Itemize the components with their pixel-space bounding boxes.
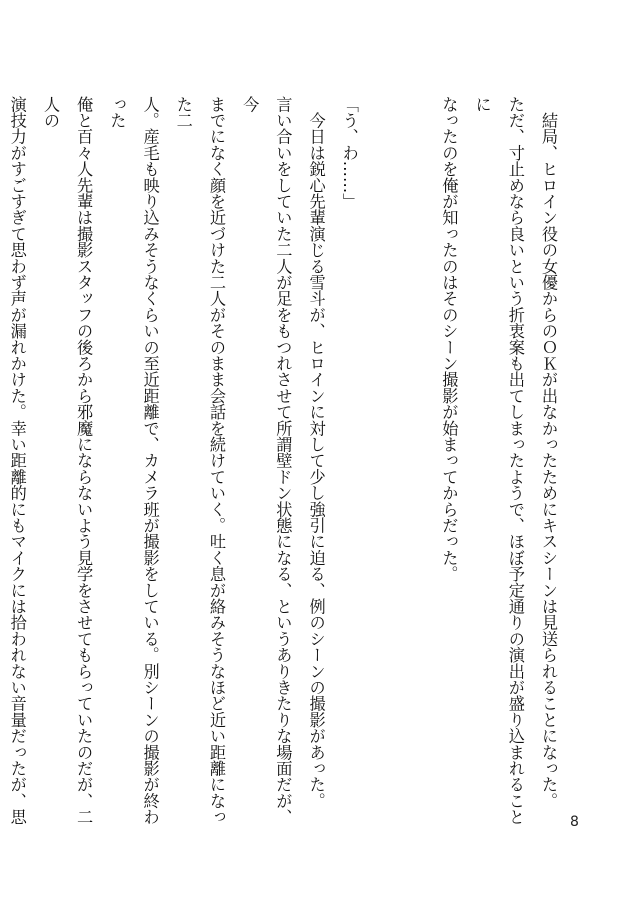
text-line-1: 結局、ヒロイン役の女優からのＯＫが出なかったためにキスシーンは見送られることになった。 <box>539 96 558 809</box>
page-number: 8 <box>570 814 579 830</box>
text-line-8: 言い合いをしていた二人が足をもつれさせて所謂壁ドン状態になる、というありきたりな場面だが、今 <box>240 96 293 825</box>
text-line-12: 演技力がすごすぎて思わず声が漏れかけた。幸い距離的にもマイクには拾われない音量だったが、思 <box>7 96 27 825</box>
text-line-10: 人。産毛も映り込みそうなくらいの至近距離で、カメラ班が撮影をしている。別シーンの撮影が終わった <box>107 96 160 825</box>
blank-line-1 <box>399 96 432 832</box>
text-line-6: 「う、わ……」 <box>339 96 359 210</box>
text-line-9: までになく顔を近づけた二人がそのまま会話を続けていく。吐く息が絡みそうなほど近い距離になった二 <box>173 96 226 825</box>
blank-line-2 <box>366 96 399 832</box>
text-line-3: なったのを俺が知ったのはそのシーン撮影が始まってからだった。 <box>439 96 459 582</box>
text-line-11: 俺と百々人先輩は撮影スタッフの後ろから邪魔にならないよう見学をさせてもらっていたのだが、二人の <box>40 96 94 825</box>
vertical-text-block <box>0 96 565 832</box>
text-line-7: 今日は鋭心先輩演じる雪斗が、ヒロインに対して少し強引に迫る、例のシーンの撮影があった。 <box>306 96 326 809</box>
text-line-2: ただ、寸止めなら良いという折衷案も出てしまったようで、ほぼ予定通りの演出が盛り込まれることに <box>472 96 525 825</box>
